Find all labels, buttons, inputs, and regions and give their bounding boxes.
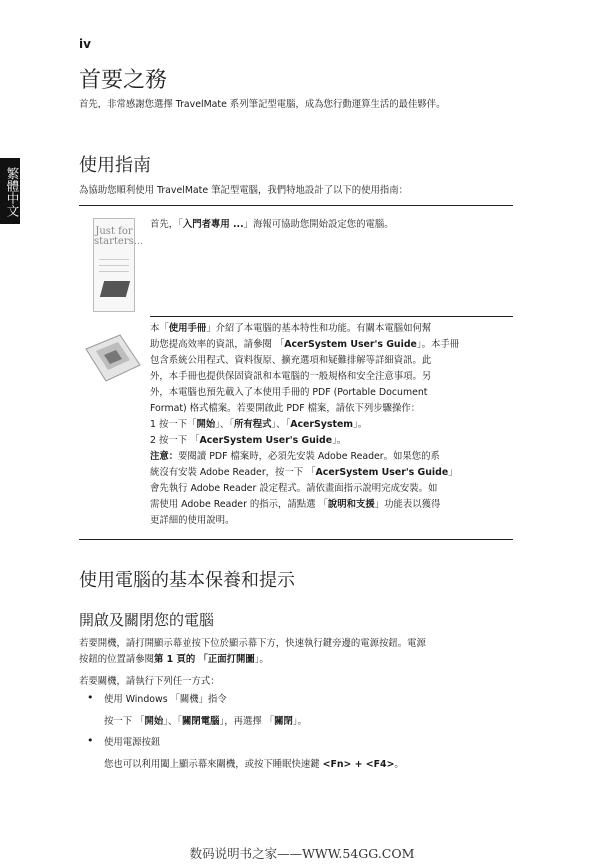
- text: 」、「: [271, 419, 291, 430]
- bullet-marker: •: [87, 691, 94, 704]
- text: 包含系統公用程式、資料復原、擴充選項和疑難排解等詳細資訊。此: [150, 355, 432, 366]
- text: 關閉: [274, 716, 293, 727]
- divider-top: [79, 205, 513, 206]
- poster-line: [99, 265, 129, 266]
- text: 外，本手冊也提供保固資訊和本電腦的一般規格和安全注意事項。另: [150, 371, 432, 382]
- bullet-windows-shutdown: 使用 Windows 「關機」指令: [104, 694, 227, 705]
- text: 助您提高效率的資訊，請參閱 「: [150, 339, 285, 350]
- poster-laptop-graphic: [100, 281, 130, 297]
- text: 」。: [353, 419, 368, 430]
- text: 按鈕的位置請參閱: [79, 654, 155, 665]
- text: 1 按一下「: [150, 419, 197, 430]
- poster-line: [99, 259, 129, 260]
- poster-title: Just for starters...: [94, 226, 144, 247]
- starter-poster-image: [93, 218, 144, 312]
- text: Format) 格式檔案。若要開啟此 PDF 檔案，請依下列步驟操作：: [150, 403, 421, 414]
- text: AcerSystem: [290, 419, 354, 430]
- note-label: 注意：: [150, 451, 179, 462]
- text: AcerSystem User's Guide: [284, 339, 417, 350]
- text: AcerSystem User's Guide: [199, 435, 333, 446]
- text: 」，再選擇 「: [219, 716, 275, 727]
- section-title-first-things: 首要之務: [79, 68, 168, 93]
- section-title-guides: 使用指南: [79, 155, 151, 176]
- text: 開始: [196, 419, 216, 430]
- text: 」海報可協助您開始設定您的電腦。: [243, 219, 394, 230]
- text: 說明和支援: [327, 499, 375, 510]
- text: 」。本手冊: [416, 339, 460, 350]
- power-off-intro: 若要關機，請執行下列任一方式：: [79, 676, 220, 687]
- text: 本「: [150, 323, 169, 334]
- footer-watermark: 数码说明书之家——WWW.54GG.COM: [189, 846, 415, 861]
- text: 」、「: [215, 419, 234, 430]
- text: 開始: [144, 716, 164, 727]
- bullet-power-button: 使用電源按鈕: [104, 737, 161, 748]
- text: 所有程式: [233, 419, 272, 430]
- text: AcerSystem User's Guide: [315, 467, 449, 478]
- power-on-paragraph: [79, 636, 515, 668]
- text: 使用手冊: [168, 323, 207, 334]
- bullet-windows-shutdown-steps: [104, 714, 514, 730]
- text: 會先執行 Adobe Reader 設定程式。請依畫面指示說明完成安裝。如: [150, 483, 438, 494]
- text: 外，本電腦也預先載入了本使用手冊的 PDF (Portable Document: [150, 387, 428, 398]
- text: 按一下 「: [104, 716, 145, 727]
- page-number: iv: [79, 37, 91, 51]
- text: 2 按一下 「: [150, 435, 200, 446]
- shortcut-key: <Fn> + <F4>: [322, 759, 395, 770]
- text: 」: [448, 467, 458, 478]
- poster-name: 入門者專用 ...: [182, 219, 244, 230]
- text: 更詳細的使用說明。: [150, 515, 235, 526]
- text: 要閱讀 PDF 檔案時，必須先安裝 Adobe Reader。如果您的系: [178, 451, 440, 462]
- text: 」。: [254, 654, 269, 665]
- text: 」。: [292, 716, 307, 727]
- text: 。: [394, 759, 404, 770]
- guide-item-poster: [150, 217, 514, 233]
- text: 首先，「: [150, 219, 183, 230]
- first-things-body: 首先，非常感謝您選擇 TravelMate 系列筆記型電腦，成為您行動運算生活的最佳夥伴。: [79, 99, 446, 110]
- text: 正面打開圖: [207, 654, 255, 665]
- text: 若要開機，請打開顯示幕並按下位於顯示幕下方，快速執行鍵旁邊的電源按鈕。電源: [79, 638, 426, 649]
- poster-line: [99, 271, 129, 272]
- user-guide-image: [82, 327, 144, 387]
- guides-intro: 為協助您順利使用 TravelMate 筆記型電腦，我們特地設計了以下的使用指南：: [79, 185, 408, 196]
- divider-mid: [150, 316, 513, 317]
- bullet-marker: •: [87, 734, 94, 747]
- text: 」、「: [163, 716, 182, 727]
- text: 關閉電腦: [182, 716, 220, 727]
- text: 」介紹了本電腦的基本特性和功能。有關本電腦如何幫: [206, 323, 432, 334]
- subsection-title-power: 開啟及關閉您的電腦: [79, 611, 215, 629]
- language-side-tab: 繁體中文: [0, 158, 20, 224]
- text: 」。: [332, 435, 347, 446]
- text: 需使用 Adobe Reader 的指示，請點選 「: [150, 499, 328, 510]
- bullet-power-button-detail: [104, 757, 514, 773]
- section-title-care-tips: 使用電腦的基本保養和提示: [79, 570, 295, 591]
- text: 」功能表以獲得: [374, 499, 441, 510]
- divider-bottom: [79, 539, 513, 540]
- text: 您也可以利用闔上顯示幕來關機，或按下睡眠快速鍵: [104, 759, 323, 770]
- text: 統沒有安裝 Adobe Reader，按一下 「: [150, 467, 316, 478]
- text: 第 1 頁的 「: [154, 654, 208, 665]
- guide-item-user-guide: [150, 321, 514, 529]
